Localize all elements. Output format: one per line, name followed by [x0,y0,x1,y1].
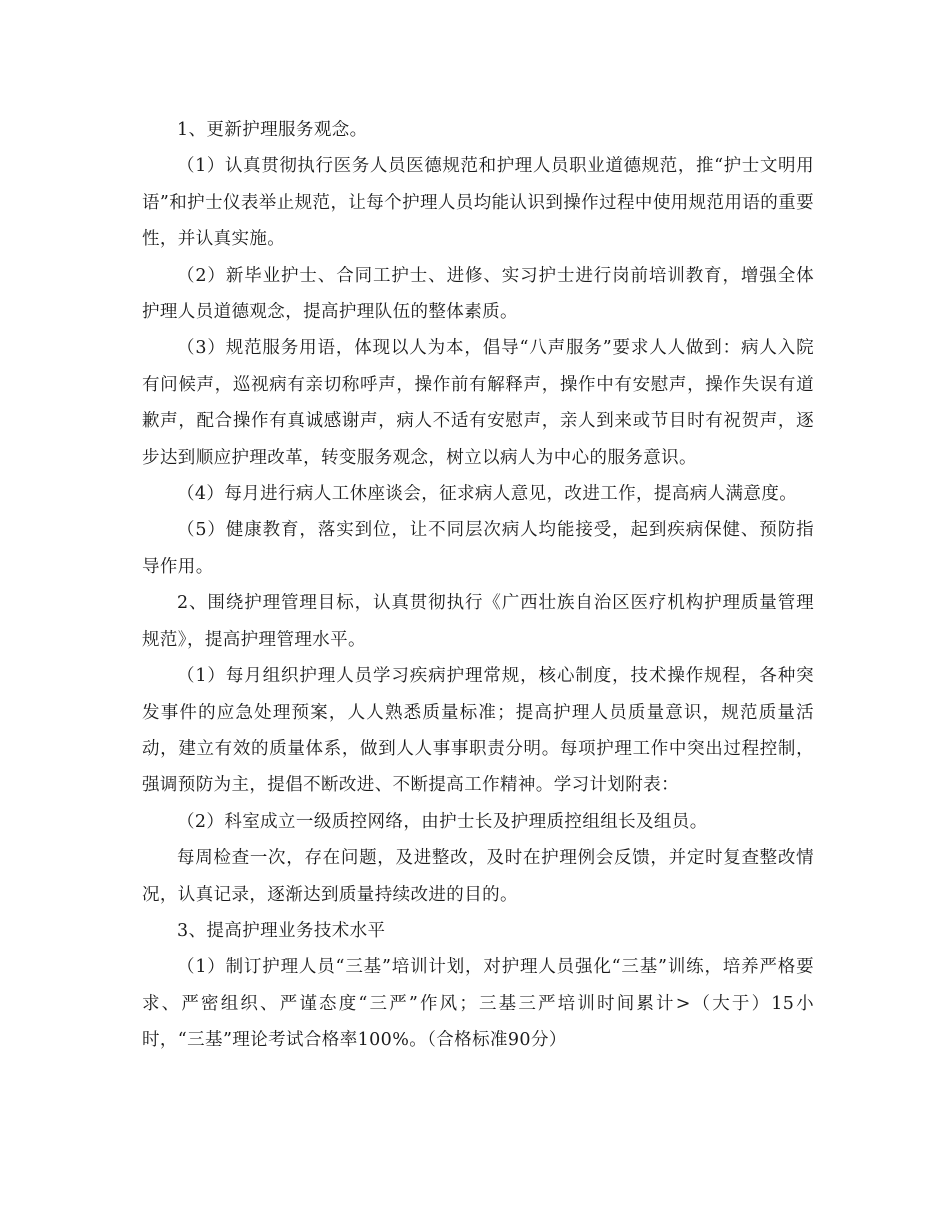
paragraph-1-5: （5）健康教育，落实到位，让不同层次病人均能接受，起到疾病保健、预防指导作用。 [142,520,814,577]
paragraph-1-4: （4）每月进行病人工休座谈会，征求病人意见，改进工作，提高病人满意度。 [177,484,798,505]
paragraph-2-3: 每周检查一次，存在问题，及进整改，及时在护理例会反馈，并定时复查整改情况，认真记录，逐渐达到质量持续改进的目的。 [142,848,814,905]
section-heading-1: 1、更新护理服务观念。 [177,120,368,140]
paragraph-2-1: （1）每月组织护理人员学习疾病护理常规，核心制度，技术操作规程，各种突发事件的应急处理预案，人人熟悉质量标准；提高护理人员质量意识，规范质量活动，建立有效的质量体系，做到人人事事职责分明。每项护理工作中突出过程控制，强调预防为主，提倡不断改进、不断提高工作精神。学习计划附表： [142,666,814,796]
paragraph-3-1: （1）制订护理人员“三基”培训计划，对护理人员强化“三基”训练，培养严格要求、严密组织、严谨态度“三严”作风；三基三严培训时间累计>（大于）15小时，“三基”理论考试合格率100%。（合格标准90分） [142,957,814,1051]
paragraph-1-1: （1）认真贯彻执行医务人员医德规范和护理人员职业道德规范，推“护士文明用语”和护士仪表举止规范，让每个护理人员均能认识到操作过程中使用规范用语的重要性，并认真实施。 [142,156,814,250]
document-page [142,112,814,1059]
section-heading-2: 2、围绕护理管理目标，认真贯彻执行《广西壮族自治区医疗机构护理质量管理规范》，提高护理管理水平。 [142,593,814,650]
paragraph-2-2: （2）科室成立一级质控网络，由护士长及护理质控组组长及组员。 [177,811,708,832]
paragraph-1-2: （2）新毕业护士、合同工护士、进修、实习护士进行岗前培训教育，增强全体护理人员道德观念，提高护理队伍的整体素质。 [142,265,814,323]
section-heading-3: 3、提高护理业务技术水平 [177,920,386,941]
paragraph-1-3: （3）规范服务用语，体现以人为本，倡导“八声服务”要求人人做到：病人入院有问候声，巡视病有亲切称呼声，操作前有解释声，操作中有安慰声，操作失误有道歉声，配合操作有真诚感谢声，病人不适有安慰声，亲人到来或节目时有祝贺声，逐步达到顺应护理改革，转变服务观念，树立以病人为中心的服务意识。 [142,338,814,468]
